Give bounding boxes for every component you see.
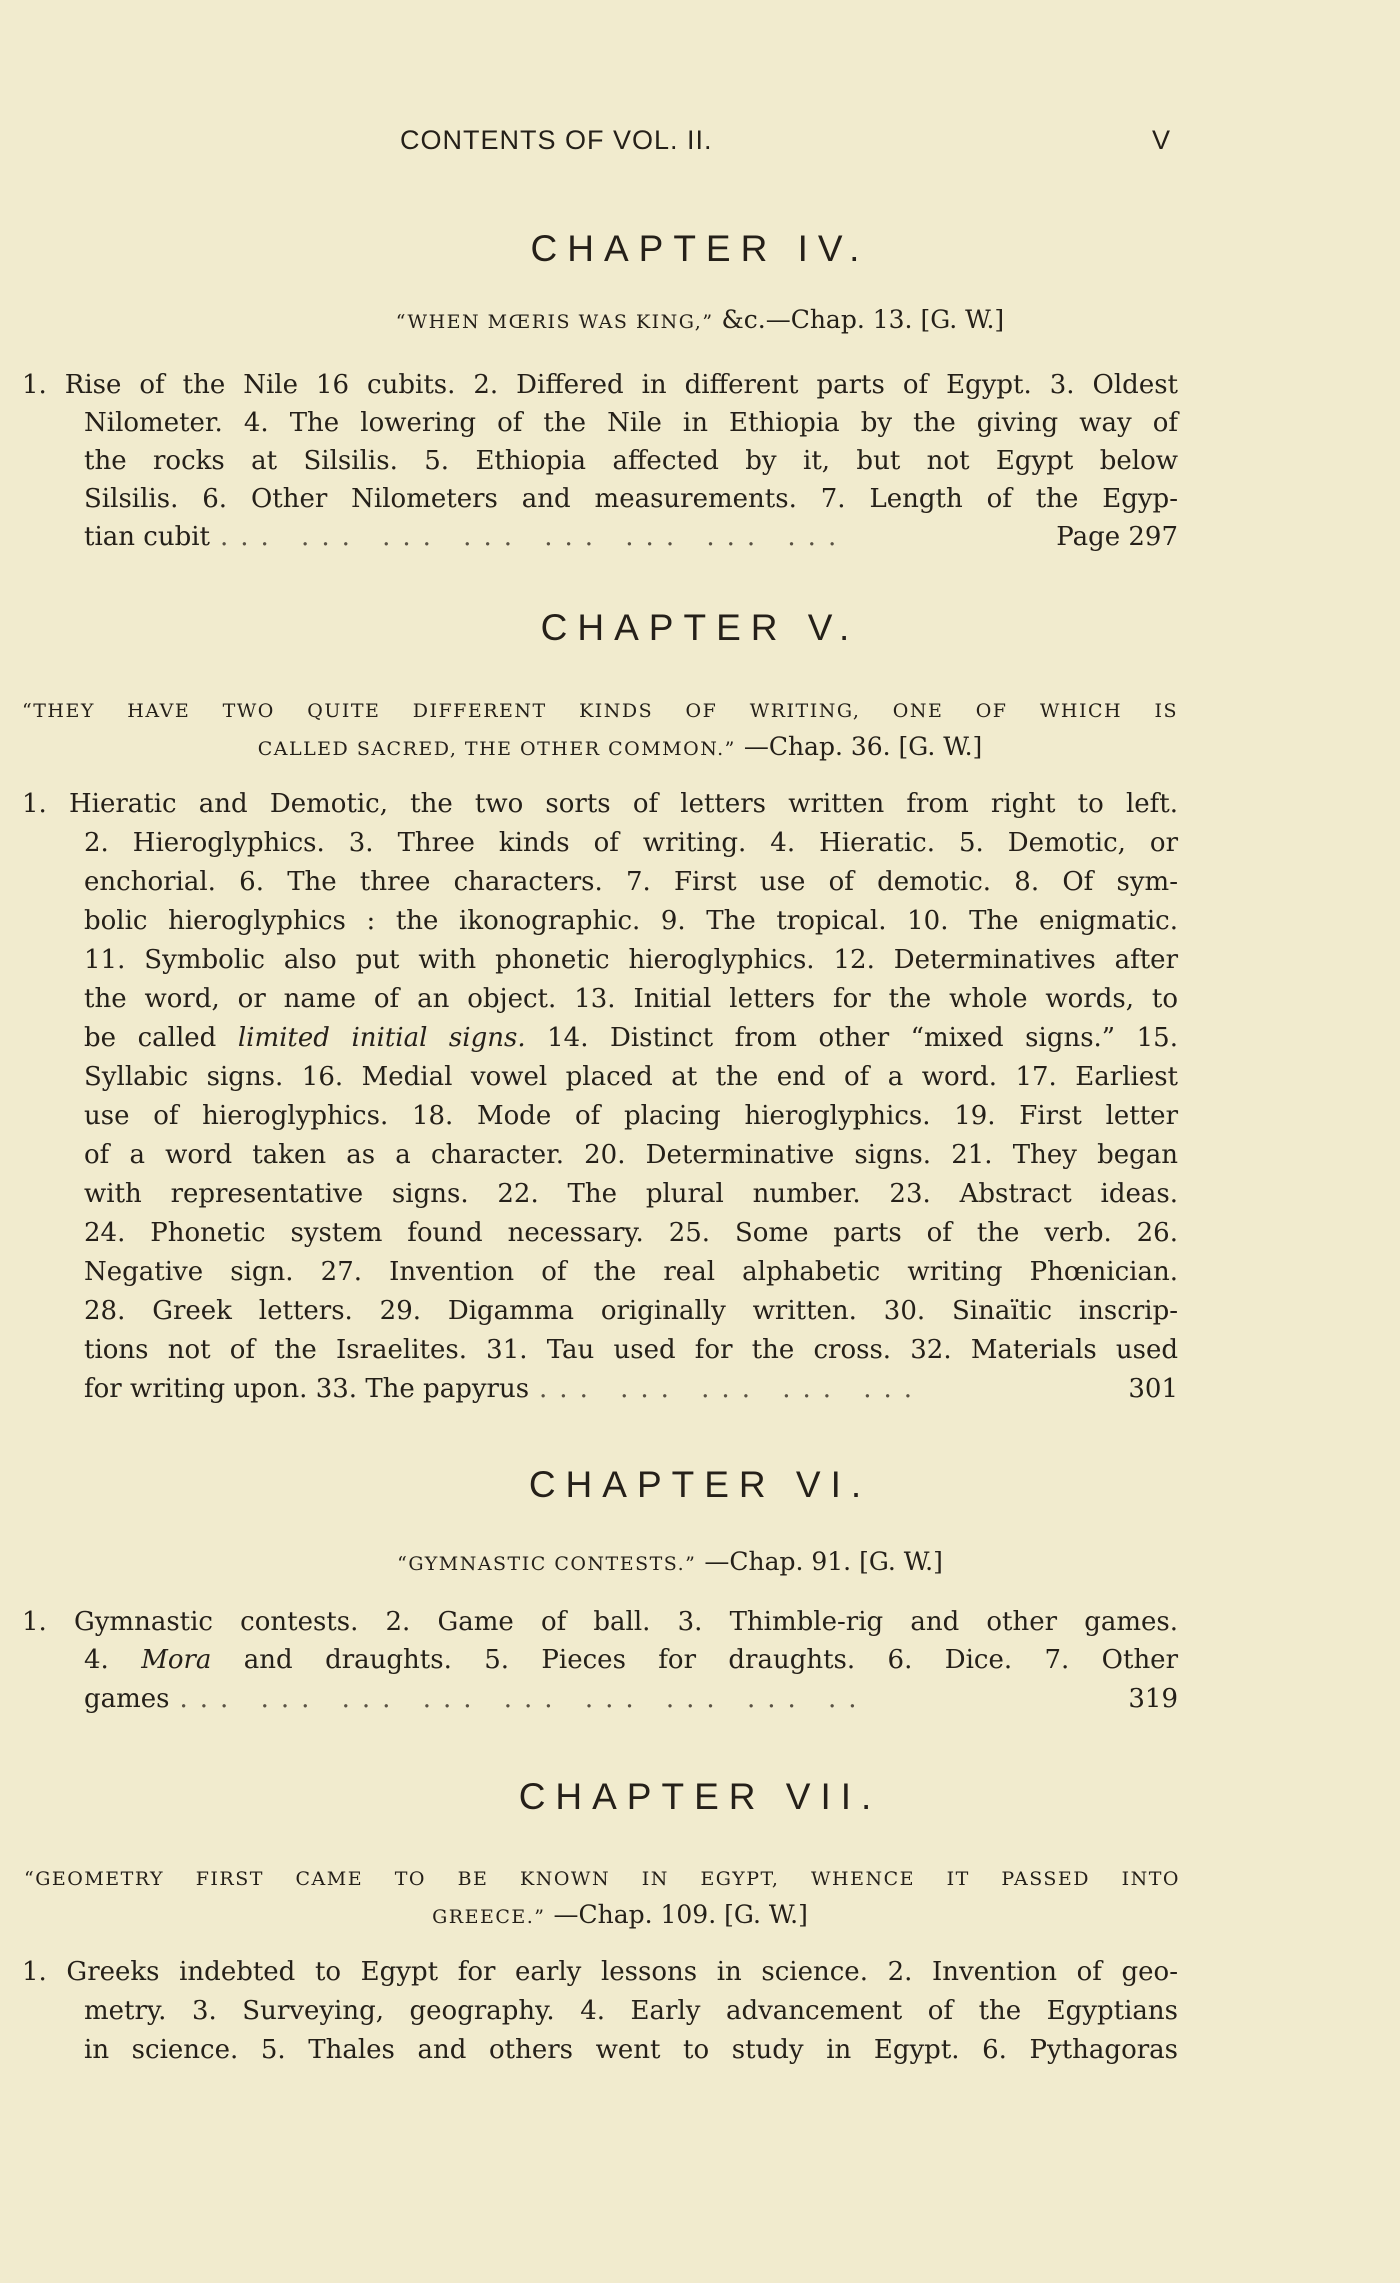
text-run: be called: [84, 1023, 238, 1053]
contents-line: 1. Greeks indebted to Egypt for early lessons in science. 2. Invention of geo-: [22, 1957, 1178, 1987]
text-run: 4.: [84, 1645, 142, 1675]
chapter-heading: CHAPTER IV.: [530, 228, 870, 269]
contents-last-line: [84, 518, 1178, 556]
contents-line-text: for writing upon. 33. The papyrus: [84, 1374, 530, 1404]
contents-line: with representative signs. 22. The plural number. 23. Abstract ideas.: [84, 1179, 1178, 1209]
epigraph-reference: —Chap. 91. [G. W.]: [704, 1547, 943, 1576]
chapter-heading: CHAPTER V.: [540, 607, 860, 648]
epigraph-quote: “WHEN MŒRIS WAS KING,”: [395, 311, 714, 333]
contents-line: 1. Gymnastic contests. 2. Game of ball. 3. Thimble-rig and other games.: [22, 1607, 1178, 1637]
running-title: CONTENTS OF VOL. II.: [400, 125, 713, 155]
chapter-heading: CHAPTER VI.: [528, 1464, 872, 1505]
contents-line: Syllabic signs. 16. Medial vowel placed at the end of a word. 17. Earliest: [84, 1062, 1178, 1092]
chapter-epigraph-line: [22, 694, 1178, 723]
italic-term: limited initial signs.: [237, 1023, 526, 1053]
italic-term: Mora: [141, 1645, 212, 1675]
contents-line: Negative sign. 27. Invention of the real alphabetic writing Phœnician.: [84, 1257, 1178, 1287]
epigraph-reference: &c.—Chap. 13. [G. W.]: [721, 305, 1005, 334]
chapter-epigraph-line: [0, 1900, 1240, 1929]
epigraph-quote: “GYMNASTIC CONTESTS.”: [397, 1553, 697, 1575]
page-reference: 319: [1128, 1684, 1178, 1714]
text-run: 14. Distinct from other “mixed signs.” 15.: [525, 1023, 1178, 1053]
contents-line-text: tian cubit: [84, 522, 210, 552]
chapter-epigraph: [0, 1547, 1340, 1576]
epigraph-quote: “GEOMETRY FIRST CAME TO BE KNOWN IN EGYPT, WHENCE IT PASSED INTO: [24, 1868, 1180, 1890]
contents-line-text: games: [84, 1684, 170, 1714]
contents-line: use of hieroglyphics. 18. Mode of placing hieroglyphics. 19. First letter: [84, 1101, 1178, 1131]
contents-line: of a word taken as a character. 20. Determinative signs. 21. They began: [84, 1140, 1178, 1170]
epigraph-reference: —Chap. 109. [G. W.]: [553, 1900, 808, 1929]
contents-line: 1. Rise of the Nile 16 cubits. 2. Differed in different parts of Egypt. 3. Oldest: [22, 370, 1178, 400]
epigraph-quote: CALLED SACRED, THE OTHER COMMON.”: [257, 738, 736, 760]
contents-line: enchorial. 6. The three characters. 7. First use of demotic. 8. Of sym-: [84, 867, 1178, 897]
page-reference: Page 297: [1056, 522, 1178, 552]
contents-line: Silsilis. 6. Other Nilometers and measurements. 7. Length of the Egyp-: [84, 484, 1178, 514]
dot-leader: ... ... ... ... ...: [539, 1374, 925, 1404]
epigraph-quote: “THEY HAVE TWO QUITE DIFFERENT KINDS OF WRITING, ONE OF WHICH IS: [22, 700, 1178, 722]
chapter-epigraph: [0, 305, 1400, 334]
epigraph-reference: —Chap. 36. [G. W.]: [743, 732, 983, 761]
page-number: V: [1152, 125, 1172, 155]
contents-line: tions not of the Israelites. 31. Tau used for the cross. 32. Materials used: [84, 1335, 1178, 1365]
contents-line: [84, 1019, 1178, 1057]
contents-line: in science. 5. Thales and others went to study in Egypt. 6. Pythagoras: [84, 2035, 1178, 2065]
contents-line: Nilometer. 4. The lowering of the Nile in Ethiopia by the giving way of: [84, 408, 1178, 438]
contents-line: [84, 1641, 1178, 1679]
chapter-epigraph-line: [0, 732, 1240, 761]
contents-line: 11. Symbolic also put with phonetic hieroglyphics. 12. Determinatives after: [84, 945, 1178, 975]
contents-line: the rocks at Silsilis. 5. Ethiopia affected by it, but not Egypt below: [84, 446, 1178, 476]
contents-line: bolic hieroglyphics : the ikonographic. 9. The tropical. 10. The enigmatic.: [84, 906, 1178, 936]
dot-leader: ... ... ... ... ... ... ... ... ..: [179, 1684, 869, 1714]
text-run: and draughts. 5. Pieces for draughts. 6. Dice. 7. Other: [211, 1645, 1179, 1675]
page-reference: 301: [1128, 1374, 1178, 1404]
contents-last-line: [84, 1370, 1178, 1408]
contents-last-line: [84, 1680, 1178, 1718]
contents-line: the word, or name of an object. 13. Initial letters for the whole words, to: [84, 984, 1178, 1014]
epigraph-quote: GREECE.”: [432, 1906, 546, 1928]
chapter-epigraph-line: [24, 1862, 1180, 1891]
dot-leader: ... ... ... ... ... ... ... ...: [220, 522, 849, 552]
chapter-heading: CHAPTER VII.: [518, 1776, 882, 1817]
contents-line: 24. Phonetic system found necessary. 25. Some parts of the verb. 26.: [84, 1218, 1178, 1248]
contents-line: 1. Hieratic and Demotic, the two sorts of letters written from right to left.: [22, 789, 1178, 819]
contents-line: 2. Hieroglyphics. 3. Three kinds of writing. 4. Hieratic. 5. Demotic, or: [84, 828, 1178, 858]
contents-line: 28. Greek letters. 29. Digamma originally written. 30. Sinaïtic inscrip-: [84, 1296, 1178, 1326]
contents-line: metry. 3. Surveying, geography. 4. Early advancement of the Egyptians: [84, 1996, 1178, 2026]
